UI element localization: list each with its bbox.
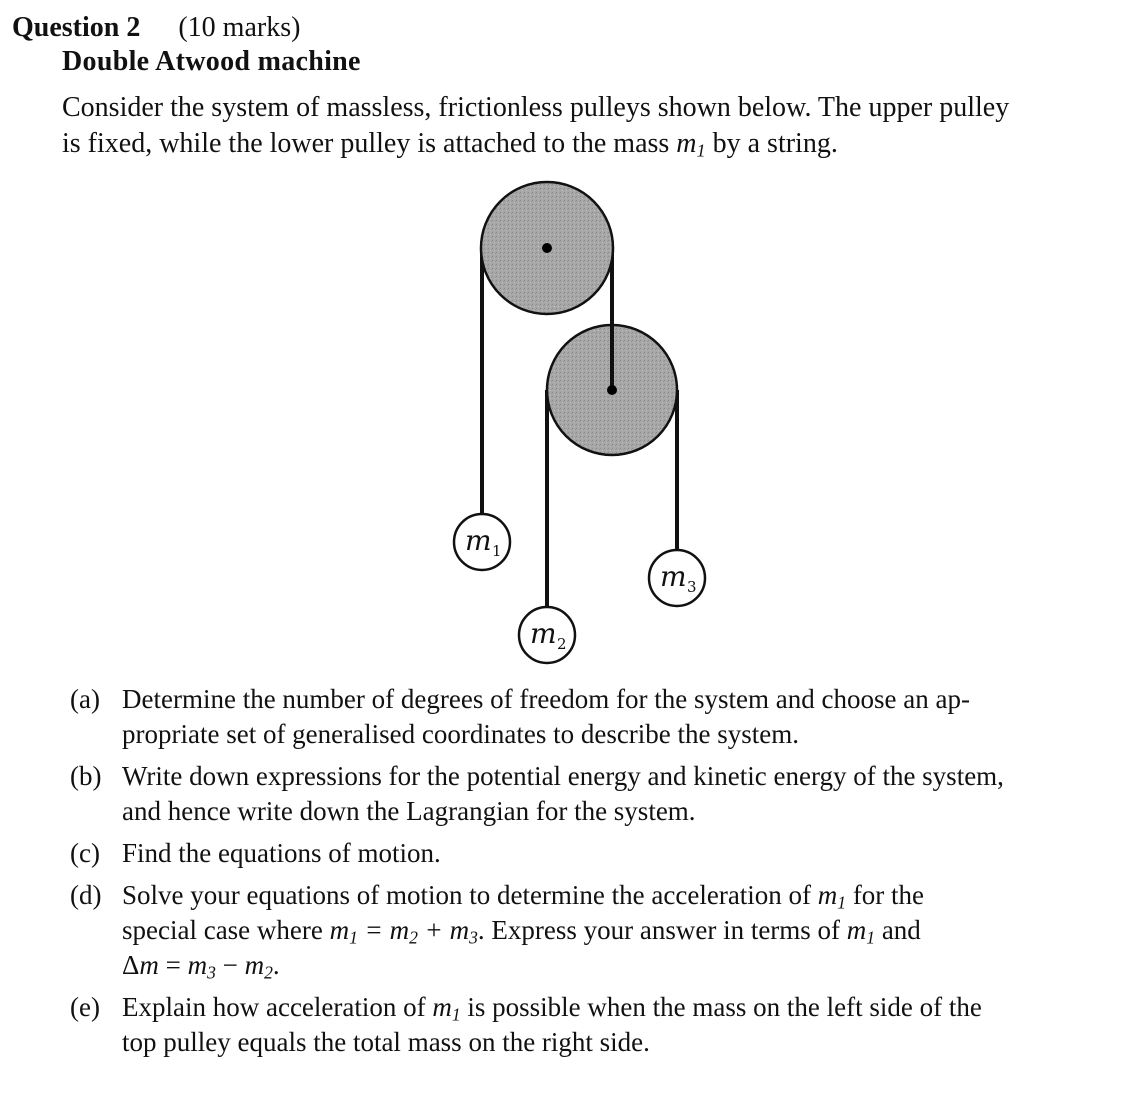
part-e-text: [122, 990, 1110, 1060]
part-a: [70, 682, 1110, 752]
mass-m2: [519, 607, 575, 663]
question-marks: (10 marks): [178, 12, 301, 43]
mass-m2-subscript: 2: [557, 635, 567, 653]
part-e-line-1-post: is possible when the mass on the left side of the: [467, 992, 982, 1022]
math-m1: $m_1$: [432, 992, 461, 1025]
mass-m2-label: m: [530, 617, 557, 650]
intro-line-2-pre: is fixed, while the lower pulley is attached to the mass: [62, 128, 677, 159]
part-c-text: [122, 836, 1110, 871]
mass-m3-label: m: [660, 560, 687, 593]
part-e-line-2: top pulley equals the total mass on the right side.: [122, 1027, 650, 1057]
part-e-line-1-pre: Explain how acceleration of: [122, 992, 426, 1022]
part-c-label: (c): [70, 838, 100, 868]
part-c: [70, 836, 1110, 871]
part-d: [70, 878, 1110, 983]
part-e-line-1: [122, 990, 1110, 1025]
part-a-label: (a): [70, 684, 100, 714]
part-e: [70, 990, 1110, 1060]
question-parts: [70, 682, 1110, 1067]
part-d-line-1: [122, 878, 1110, 913]
question-title: Double Atwood machine: [62, 46, 361, 77]
part-b-label: (b): [70, 761, 102, 791]
intro-line-2-post: by a string.: [705, 128, 838, 159]
part-b-line-2: and hence write down the Lagrangian for the system.: [122, 796, 696, 826]
part-d-line-1-post: for the: [852, 880, 925, 910]
mass-m1: [454, 514, 510, 570]
part-a-line-2: propriate set of generalised coordinates to describe the system.: [122, 719, 800, 749]
question-label: Question 2: [12, 12, 141, 43]
math-m1: $m_1$: [817, 880, 847, 913]
math-m1: $m_1$: [676, 128, 706, 161]
part-d-line-2: special case where $m_1 = m_2 + m_3$. Express your answer in terms of $m_1$ and: [122, 915, 921, 948]
math-equation-mass-relation: $m_1 = m_2 + m_3$: [329, 915, 478, 948]
intro-paragraph: [62, 90, 1104, 162]
intro-line-2: [62, 126, 1104, 162]
intro-line-1: Consider the system of massless, frictionless pulleys shown below. The upper pulley: [62, 92, 1010, 123]
part-a-line-1: Determine the number of degrees of freedom for the system and choose an ap-: [122, 684, 970, 714]
part-d-line-1-pre: Solve your equations of motion to determine the acceleration of: [122, 880, 812, 910]
question-header: [12, 10, 300, 45]
part-e-label: (e): [70, 992, 100, 1022]
part-d-line-3: [122, 948, 1110, 983]
upper-pulley-axle: [542, 243, 552, 253]
mass-m3: [649, 550, 705, 606]
lower-pulley-axle: [607, 385, 617, 395]
part-a-text: [122, 682, 1110, 752]
part-b: [70, 759, 1110, 829]
part-d-line-2-pre: special case where: [122, 915, 323, 945]
part-c-line-1: Find the equations of motion.: [122, 838, 441, 868]
mass-m3-subscript: 3: [687, 578, 697, 596]
part-b-line-1: Write down expressions for the potential energy and kinetic energy of the system,: [122, 761, 1004, 791]
atwood-diagram: [440, 180, 720, 670]
mass-m1-subscript: 1: [492, 542, 502, 560]
part-d-line-2-mid: Express your answer in terms of: [491, 915, 841, 945]
mass-m1-label: m: [465, 524, 492, 557]
part-d-label: (d): [70, 880, 102, 910]
part-d-text: [122, 878, 1110, 983]
math-m1: $m_1$: [846, 915, 876, 948]
part-b-text: [122, 759, 1110, 829]
math-delta-m: $\Delta m = m_3 - m_2$.: [122, 950, 280, 983]
part-d-line-2-post: and: [881, 915, 921, 945]
